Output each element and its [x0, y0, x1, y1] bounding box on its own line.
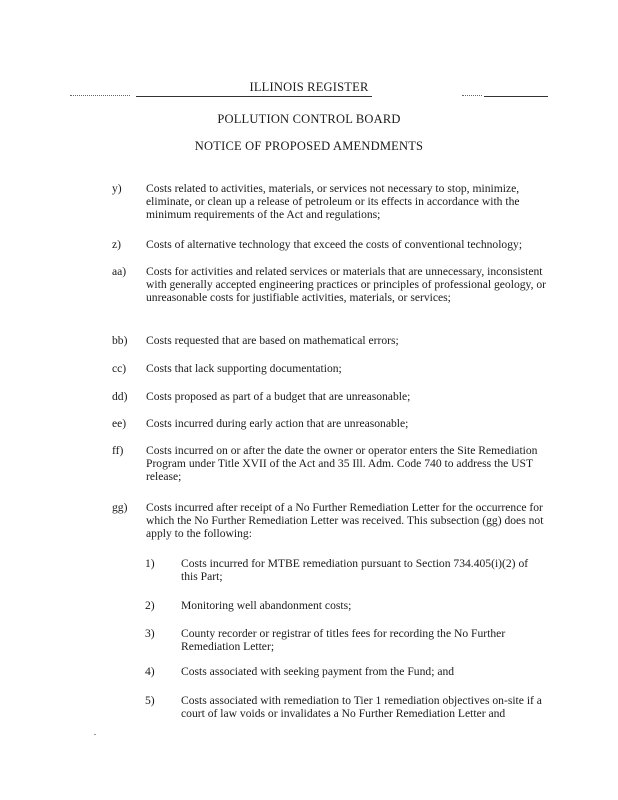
sub-item-label: 2) — [145, 599, 155, 612]
item-label: ee) — [112, 417, 127, 430]
item-label: gg) — [112, 501, 128, 514]
item-text: Costs related to activities, materials, or services not necessary to stop, minimize, eliminate, or clean up a release of petroleum or its effects in accordance with the minimum requirements of the Act and regulations; — [146, 182, 520, 221]
sub-item-text: Costs associated with seeking payment from the Fund; and — [181, 665, 455, 678]
notice-title: NOTICE OF PROPOSED AMENDMENTS — [194, 139, 424, 153]
register-title: ILLINOIS REGISTER — [249, 80, 369, 94]
item-label: z) — [112, 238, 122, 251]
sub-item-text: Monitoring well abandonment costs; — [181, 599, 352, 612]
item-text: Costs of alternative technology that exceed the costs of conventional technology; — [146, 238, 523, 251]
item-text: Costs incurred during early action that are unreasonable; — [146, 417, 409, 430]
item-label: bb) — [112, 334, 128, 347]
item-label: aa) — [112, 265, 127, 278]
header-rule-right-dotted — [462, 95, 482, 96]
item-label: ff) — [112, 444, 124, 457]
header-rule-left — [136, 96, 372, 97]
scan-speck — [94, 734, 96, 735]
sub-item-label: 3) — [145, 627, 155, 640]
item-label: y) — [112, 182, 122, 195]
sub-item-text: Costs incurred for MTBE remediation pursuant to Section 734.405(i)(2) of this Part; — [181, 557, 529, 583]
item-label: dd) — [112, 390, 128, 403]
sub-item-text: Costs associated with remediation to Tier 1 remediation objectives on-site if a court of law voids or invalidates a No Further Remediation Letter and — [181, 694, 542, 720]
board-title: POLLUTION CONTROL BOARD — [217, 112, 401, 126]
header-rule-left-dotted — [70, 95, 130, 96]
sub-item-label: 5) — [145, 694, 155, 707]
item-text: Costs for activities and related services or materials that are unnecessary, inconsistent with generally accepted engineering practices or principles of professional geology, or unreasonable costs for justifiable activities, materials, or services; — [146, 265, 547, 304]
sub-item-text: County recorder or registrar of titles fees for recording the No Further Remediation Letter; — [181, 627, 506, 653]
item-text: Costs requested that are based on mathematical errors; — [146, 334, 399, 347]
item-text: Costs proposed as part of a budget that are unreasonable; — [146, 390, 411, 403]
item-label: cc) — [112, 362, 127, 375]
item-text: Costs incurred on or after the date the owner or operator enters the Site Remediation Program under Title XVII of the Act and 35 Ill. Adm. Code 740 to address the UST release; — [146, 444, 538, 483]
header-rule-right — [484, 96, 548, 97]
item-text: Costs that lack supporting documentation; — [146, 362, 342, 375]
sub-item-label: 1) — [145, 557, 155, 570]
item-text: Costs incurred after receipt of a No Further Remediation Letter for the occurrence for which the No Further Remediation Letter was received. This subsection (gg) does not apply to the following: — [146, 501, 544, 540]
sub-item-label: 4) — [145, 665, 155, 678]
